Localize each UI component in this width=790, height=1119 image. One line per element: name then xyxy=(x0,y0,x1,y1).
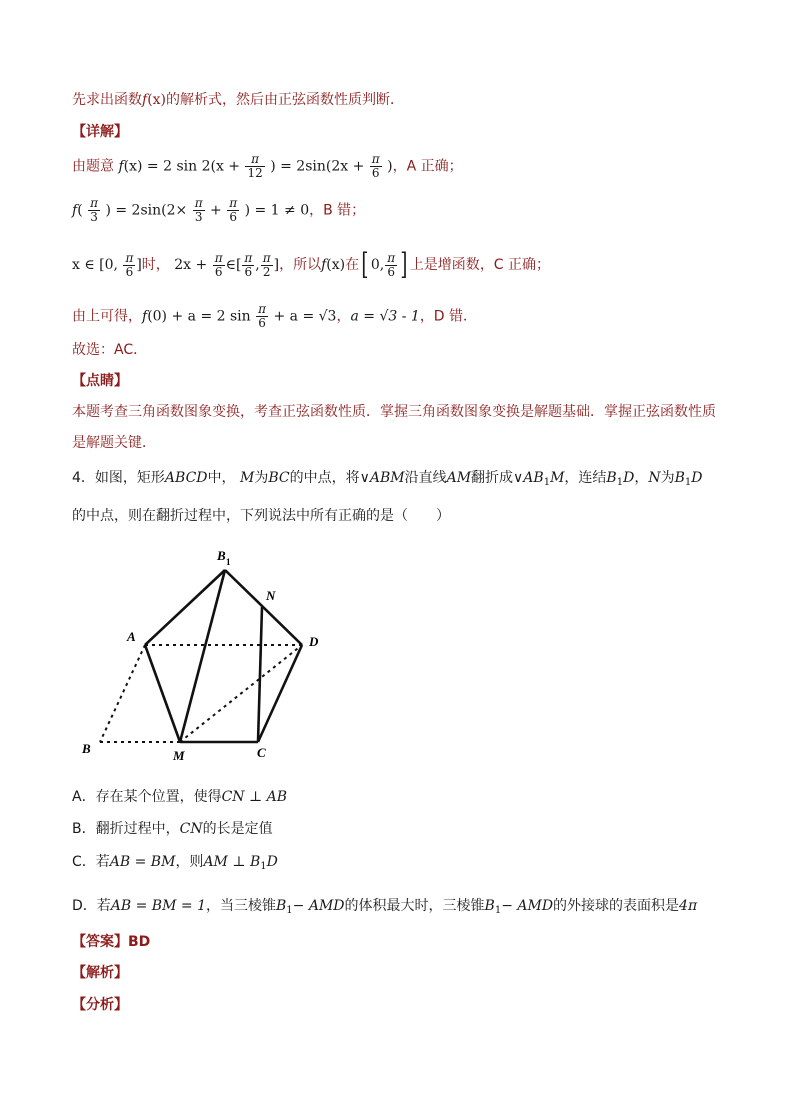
question-4-line-2: 的中点，则在翻折过程中，下列说法中所有正确的是（ ） xyxy=(72,508,450,524)
option-b: B．翻折过程中，CN的长是定值 xyxy=(72,821,273,837)
heading-comment: 【点睛】 xyxy=(72,373,128,389)
option-d: D．若AB = BM = 1，当三棱锥$B_1-$ AMD的体积最大时，三棱锥$B_1-$ AMD的外接球的表面积是4π xyxy=(72,898,698,916)
intro-line: 先求出函数f(x)的解析式，然后由正弦函数性质判断． xyxy=(72,92,405,108)
solution-line-c: x ∈ [0, $\frac{\pi}{6}$ ]时， 2x + $\frac{\pi}{6}$ ∈[ $\frac{\pi}{6}$ , $\frac{\pi}{2}$ ]，所以f(x)在[ 0, $\frac{\pi}{6}$ ] 上是增函数，C 正确； xyxy=(72,247,551,282)
solution-line-a: 由题意 f(x) = 2 sin 2(x + $\frac{\pi}{12}$ ) = 2sin(2x + $\frac{\pi}{6}$ )，A 正确； xyxy=(72,152,463,180)
choice-line: 故选：AC． xyxy=(72,342,148,358)
option-a: A．存在某个位置，使得CN ⊥ AB xyxy=(72,789,288,805)
edge-B1D xyxy=(225,570,302,645)
edge-AB1 xyxy=(145,570,225,645)
heading-analyze: 【分析】 xyxy=(72,997,128,1013)
comment-line-2: 是解题关键． xyxy=(72,435,156,451)
edge-AB-dashed xyxy=(100,645,145,742)
question-4-line-1: 4．如图，矩形ABCD中， M为BC的中点，将∨ABM沿直线AM翻折成$\vee AB_1M$，连结$B_1D$，N为$B_1D$ xyxy=(72,470,703,488)
answer-line: 【答案】BD xyxy=(72,934,151,950)
label-A: A xyxy=(127,629,136,644)
edge-CN xyxy=(258,607,262,742)
label-D: D xyxy=(309,634,319,649)
label-C: C xyxy=(257,745,266,760)
label-N: N xyxy=(266,588,276,603)
edge-MD-dashed xyxy=(180,645,302,742)
comment-line-1: 本题考查三角函数图象变换，考查正弦函数性质．掌握三角函数图象变换是解题基础．掌握正弦函数性质 xyxy=(72,404,716,420)
label-B: B xyxy=(82,741,91,756)
edge-DC xyxy=(258,645,302,742)
heading-detail: 【详解】 xyxy=(72,124,128,140)
label-M: M xyxy=(173,748,185,763)
solution-line-d: 由上可得，f(0) + a = 2 sin $\frac{\pi}{6}$ + a = √3，a = √3 - 1，D 错． xyxy=(72,302,478,330)
label-B1: B xyxy=(217,548,226,563)
option-c: C．若AB = BM，则AM ⊥ $B_1D$ xyxy=(72,854,278,872)
label-B1-sub: 1 xyxy=(226,557,231,567)
solid-edges xyxy=(145,570,302,742)
edge-MA xyxy=(145,645,180,742)
edge-MB1 xyxy=(180,570,225,742)
solution-line-b: f( $\frac{\pi}{3}$ ) = 2sin(2× $\frac{\pi}{3}$ + $\frac{\pi}{6}$ ) = 1 ≠ 0，B 错； xyxy=(72,196,366,224)
heading-analysis: 【解析】 xyxy=(72,965,128,981)
